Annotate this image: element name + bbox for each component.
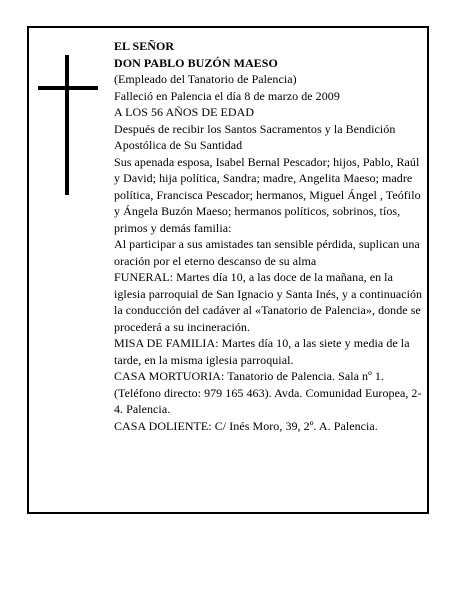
family-paragraph: Sus apenada esposa, Isabel Bernal Pescador; hijos, Pablo, Raúl y David; hija política, Sandra; madre, Angelita Maeso; madre política, Francisca Pescador; hermanos, Miguel Ángel , Teófilo y Ángela Buzón Maeso; hermanos políticos, sobrinos, tíos, primos y demás familia:	[114, 154, 421, 235]
deceased-name: DON PABLO BUZÓN MAESO	[114, 55, 278, 70]
residence-paragraph: CASA DOLIENTE: C/ Inés Moro, 39, 2º. A. Palencia.	[114, 418, 378, 433]
obituary-text	[114, 38, 426, 434]
cross-icon	[65, 55, 69, 195]
sacraments-paragraph: Después de recibir los Santos Sacramentos y la Bendición Apostólica de Su Santidad	[114, 121, 396, 152]
death-info: Falleció en Palencia el día 8 de marzo de 2009	[114, 88, 340, 103]
heading-title: EL SEÑOR	[114, 39, 175, 53]
cross-icon-bar	[38, 86, 98, 90]
funeral-paragraph: FUNERAL: Martes día 10, a las doce de la mañana, en la iglesia parroquial de San Ignacio y Santa Inés, y a continuación la conducción del cadáver al «Tanatorio de Palencia», donde se procederá a su incineración.	[114, 270, 423, 334]
occupation-line: (Empleado del Tanatorio de Palencia)	[114, 72, 297, 86]
request-paragraph: Al participar a sus amistades tan sensible pérdida, suplican una oración por el eterno descanso de su alma	[114, 237, 420, 268]
mass-paragraph: MISA DE FAMILIA: Martes día 10, a las siete y media de la tarde, en la misma iglesia parroquial.	[114, 336, 410, 367]
mortuary-paragraph: CASA MORTUORIA: Tanatorio de Palencia. Sala nº 1. (Teléfono directo: 979 165 463). Avda. Comunidad Europea, 2-4. Palencia.	[114, 369, 422, 416]
age-line: A LOS 56 AÑOS DE EDAD	[114, 105, 255, 119]
